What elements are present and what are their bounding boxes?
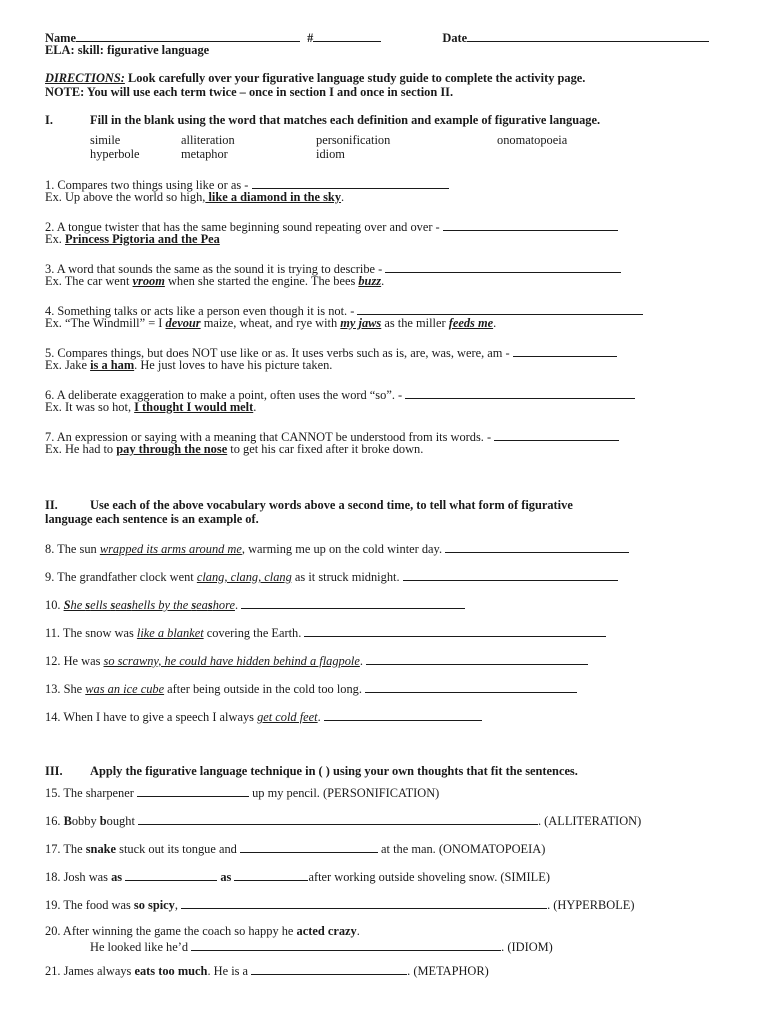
example-6: Ex. It was so hot, I thought I would melt. (45, 400, 257, 414)
answer-blank-18b[interactable] (234, 868, 308, 881)
answer-blank-5[interactable] (513, 344, 617, 357)
question-20: 20. After winning the game the coach so happy he acted crazy. (45, 924, 360, 938)
question-20-cont: He looked like he’d . (IDIOM) (90, 940, 553, 954)
answer-blank-19[interactable] (181, 896, 547, 909)
answer-blank-18a[interactable] (125, 868, 217, 881)
name-label: Name (45, 31, 76, 45)
example-1: Ex. Up above the world so high, like a diamond in the sky. (45, 190, 345, 204)
word-bank-item: alliteration (181, 133, 235, 147)
question-6: 6. A deliberate exaggeration to make a point, often uses the word “so”. - (45, 386, 635, 403)
section2-heading: II. Use each of the above vocabulary words above a second time, to tell what form of figurative (45, 498, 573, 512)
name-blank[interactable] (76, 29, 300, 42)
directions: DIRECTIONS: Look carefully over your figurative language study guide to complete the activity page. (45, 71, 586, 85)
example-5: Ex. Jake is a ham. He just loves to have his picture taken. (45, 358, 333, 372)
section1-heading: I. Fill in the blank using the word that matches each definition and example of figurative language. (45, 113, 601, 127)
example-2: Ex. Princess Pigtoria and the Pea (45, 232, 220, 246)
word-bank-item: simile (90, 133, 121, 147)
question-5: 5. Compares things, but does NOT use like or as. It uses verbs such as is, are, was, were, am - (45, 344, 617, 361)
section3-heading: III. Apply the figurative language technique in ( ) using your own thoughts that fit the sentences. (45, 764, 578, 778)
question-2: 2. A tongue twister that has the same beginning sound repeating over and over - (45, 218, 618, 235)
date-blank[interactable] (467, 29, 709, 42)
answer-blank-20[interactable] (191, 938, 501, 951)
answer-blank-10[interactable] (241, 596, 465, 609)
word-bank-item: onomatopoeia (497, 133, 568, 147)
number-label: # (307, 31, 314, 45)
question-16: 16. Bobby bought . (ALLITERATION) (45, 814, 642, 828)
answer-blank-7[interactable] (494, 428, 619, 441)
answer-blank-1[interactable] (252, 176, 449, 189)
answer-blank-4[interactable] (357, 302, 643, 315)
example-7: Ex. He had to pay through the nose to get his car fixed after it broke down. (45, 442, 424, 456)
question-7: 7. An expression or saying with a meaning that CANNOT be understood from its words. - (45, 428, 619, 445)
answer-blank-14[interactable] (324, 708, 482, 721)
question-18: 18. Josh was as as after working outside shoveling snow. (SIMILE) (45, 870, 550, 884)
date-label: Date (442, 31, 468, 45)
answer-blank-3[interactable] (385, 260, 621, 273)
question-4: 4. Something talks or acts like a person even though it is not. - (45, 302, 643, 319)
subject-line: ELA: skill: figurative language (45, 43, 210, 57)
question-21: 21. James always eats too much. He is a . (METAPHOR) (45, 964, 489, 978)
question-13: 13. She was an ice cube after being outside in the cold too long. (45, 680, 577, 697)
number-blank[interactable] (313, 29, 381, 42)
section2-heading-cont: language each sentence is an example of. (45, 512, 259, 526)
word-bank-item: idiom (316, 147, 345, 161)
word-bank-item: metaphor (181, 147, 228, 161)
question-9: 9. The grandfather clock went clang, clang, clang as it struck midnight. (45, 568, 618, 585)
answer-blank-8[interactable] (445, 540, 629, 553)
answer-blank-17[interactable] (240, 840, 378, 853)
answer-blank-9[interactable] (403, 568, 618, 581)
word-bank-item: personification (316, 133, 391, 147)
example-4: Ex. “The Windmill” = I devour maize, wheat, and rye with my jaws as the miller feeds me. (45, 316, 497, 330)
answer-blank-2[interactable] (443, 218, 618, 231)
question-11: 11. The snow was like a blanket covering the Earth. (45, 624, 606, 641)
answer-blank-15[interactable] (137, 784, 249, 797)
question-3: 3. A word that sounds the same as the sound it is trying to describe - (45, 260, 621, 277)
answer-blank-6[interactable] (405, 386, 635, 399)
answer-blank-11[interactable] (304, 624, 606, 637)
answer-blank-12[interactable] (366, 652, 588, 665)
question-14: 14. When I have to give a speech I always get cold feet. (45, 708, 482, 725)
question-8: 8. The sun wrapped its arms around me, warming me up on the cold winter day. (45, 540, 629, 557)
answer-blank-13[interactable] (365, 680, 577, 693)
question-15: 15. The sharpener up my pencil. (PERSONIFICATION) (45, 786, 440, 800)
question-10: 10. She sells seashells by the seashore. (45, 596, 465, 613)
question-19: 19. The food was so spicy, . (HYPERBOLE) (45, 898, 635, 912)
answer-blank-16[interactable] (138, 812, 538, 825)
question-12: 12. He was so scrawny, he could have hidden behind a flagpole. (45, 652, 588, 669)
example-3: Ex. The car went vroom when she started the engine. The bees buzz. (45, 274, 385, 288)
question-1: 1. Compares two things using like or as - (45, 176, 449, 193)
answer-blank-21[interactable] (251, 962, 407, 975)
directions-label: DIRECTIONS: (45, 71, 125, 85)
word-bank-item: hyperbole (90, 147, 140, 161)
directions-note: NOTE: You will use each term twice – once in section I and once in section II. (45, 85, 454, 99)
question-17: 17. The snake stuck out its tongue and at the man. (ONOMATOPOEIA) (45, 842, 546, 856)
